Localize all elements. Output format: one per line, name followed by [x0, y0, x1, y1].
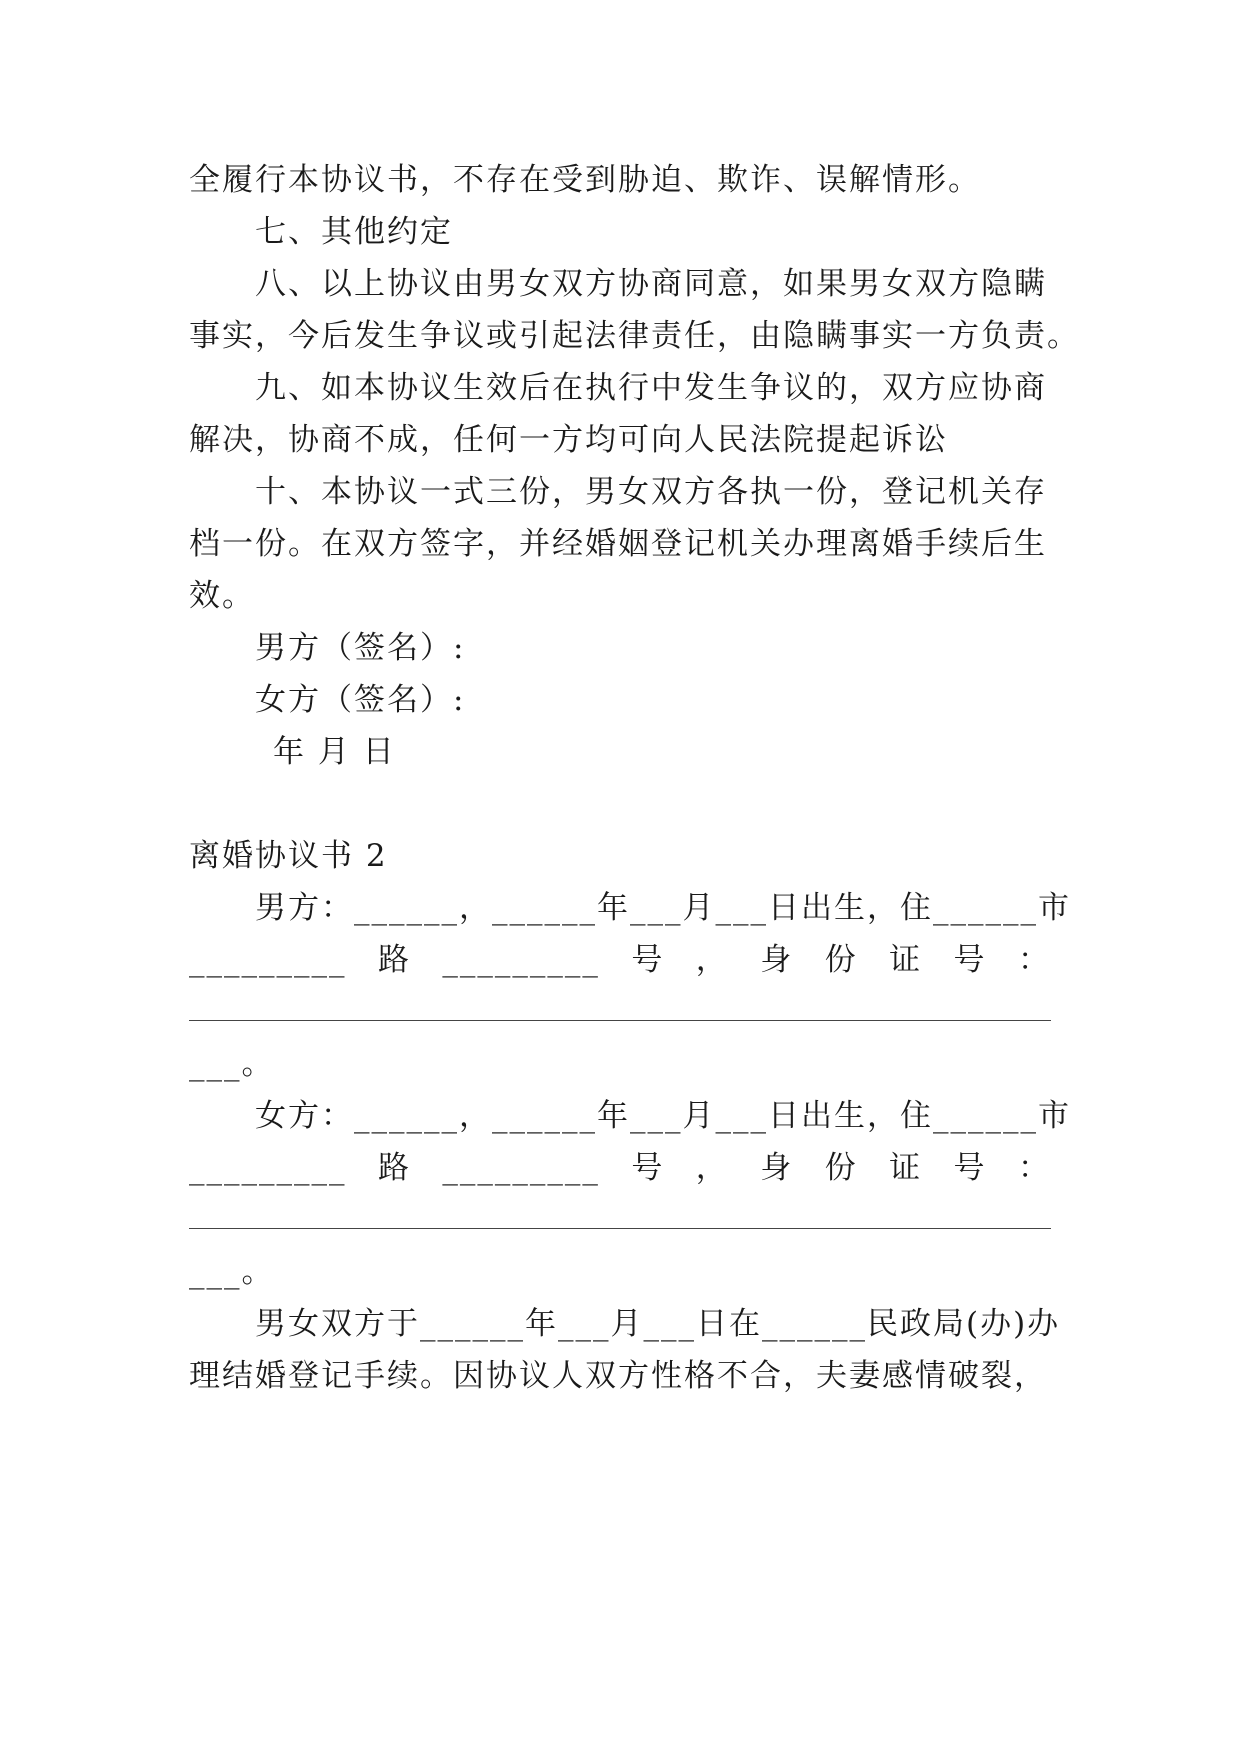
text-line: ___。 — [189, 1046, 275, 1082]
text-segment: 号 — [631, 1150, 665, 1186]
text-segment: 号 — [953, 942, 987, 978]
date-line: 年 月 日 — [273, 734, 396, 770]
text-segment: 身 — [760, 942, 794, 978]
section-title: 离婚协议书 2 — [189, 838, 388, 874]
text-line: 八、以上协议由男女双方协商同意，如果男女双方隐瞒 — [255, 266, 1047, 302]
text-line: 档一份。在双方签字，并经婚姻登记机关办理离婚手续后生 — [189, 526, 1047, 562]
text-segment: 号 — [953, 1150, 987, 1186]
text-segment: 证 — [889, 1150, 923, 1186]
man-address-line — [189, 938, 1051, 982]
text-line: 十、本协议一式三份，男女双方各执一份，登记机关存 — [255, 474, 1047, 510]
text-segment: 身 — [760, 1150, 794, 1186]
blank-field: _________ — [442, 1150, 600, 1186]
text-segment: ， — [695, 1150, 729, 1186]
text-line: 九、如本协议生效后在执行中发生争议的，双方应协商 — [255, 370, 1047, 406]
text-line: 男女双方于______年___月___日在______民政局(办)办 — [255, 1306, 1061, 1342]
text-segment: 路 — [377, 1150, 411, 1186]
blank-field: _________ — [189, 1150, 347, 1186]
text-line: 解决，协商不成，任何一方均可向人民法院提起诉讼 — [189, 422, 948, 458]
woman-info-line: 女方：______，______年___月___日出生，住______市 — [255, 1098, 1071, 1134]
blank-field: _________ — [189, 942, 347, 978]
text-line: ___。 — [189, 1254, 275, 1290]
text-line: 理结婚登记手续。因协议人双方性格不合，夫妻感情破裂， — [189, 1358, 1047, 1394]
text-line: 效。 — [189, 578, 255, 614]
section-heading-seven: 七、其他约定 — [255, 214, 453, 250]
text-segment: 证 — [889, 942, 923, 978]
text-segment: 份 — [824, 1150, 858, 1186]
text-line: 全履行本协议书，不存在受到胁迫、欺诈、误解情形。 — [189, 162, 981, 198]
text-segment: ： — [1017, 942, 1051, 978]
id-number-blank-line — [189, 1228, 1051, 1229]
woman-address-line — [189, 1146, 1051, 1190]
text-segment: ： — [1017, 1150, 1051, 1186]
text-segment: 号 — [631, 942, 665, 978]
id-number-blank-line — [189, 1020, 1051, 1021]
man-info-line: 男方：______，______年___月___日出生，住______市 — [255, 890, 1071, 926]
signature-woman-label: 女方（签名）: — [255, 682, 466, 718]
blank-field: _________ — [442, 942, 600, 978]
text-segment: 份 — [824, 942, 858, 978]
text-line: 事实，今后发生争议或引起法律责任，由隐瞒事实一方负责。 — [189, 318, 1080, 354]
signature-man-label: 男方（签名）: — [255, 630, 466, 666]
text-segment: 路 — [377, 942, 411, 978]
text-segment: ， — [695, 942, 729, 978]
